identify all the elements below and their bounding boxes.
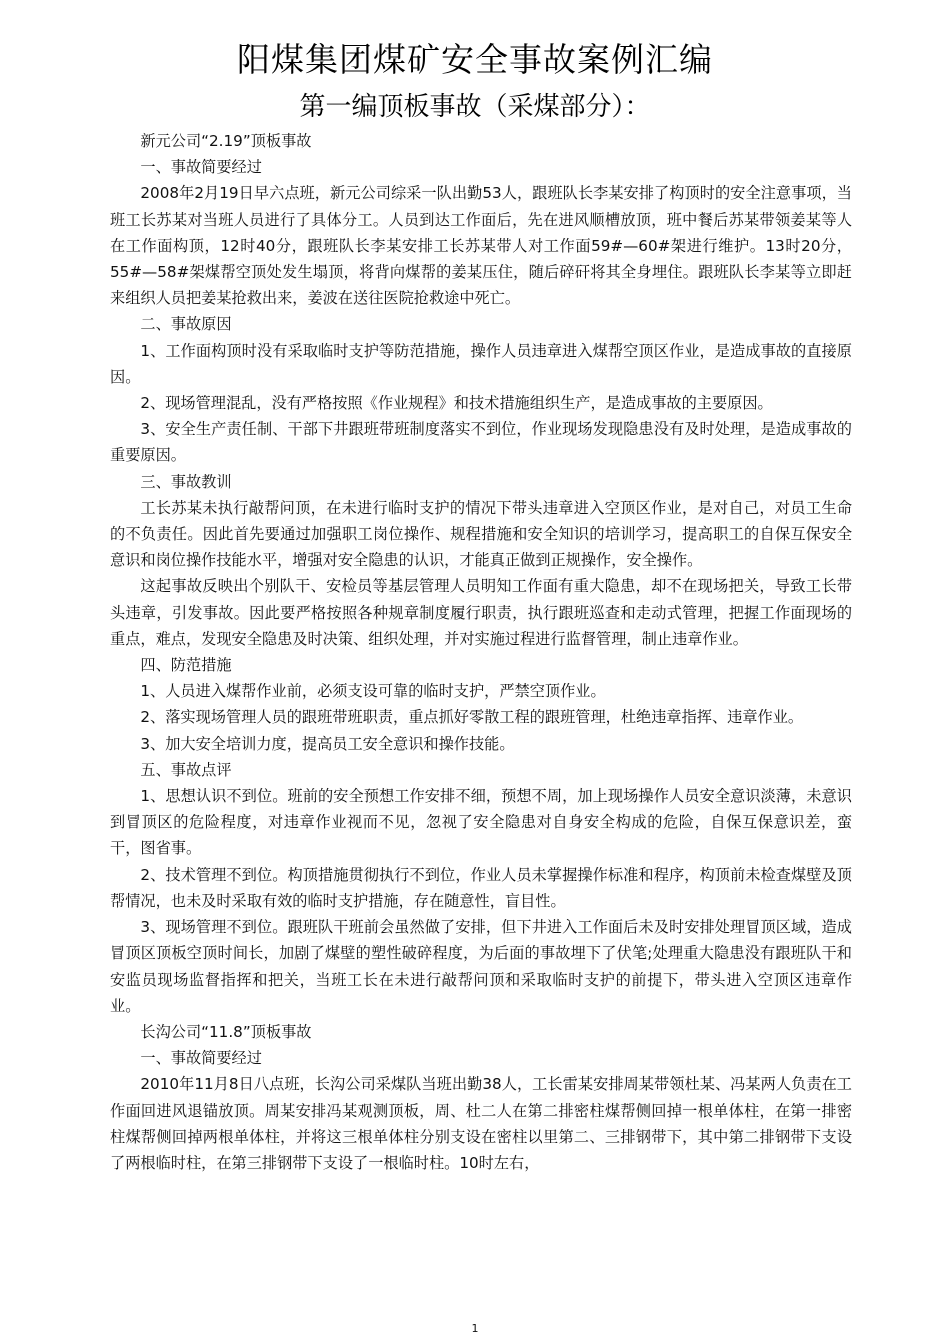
section-heading: 三、事故教训 [140,472,232,491]
section-heading: 一、事故简要经过 [140,158,262,177]
section-heading: 五、事故点评 [140,760,232,779]
paragraph: 3、加大安全培训力度，提高员工安全意识和操作技能。 [140,734,515,753]
paragraph: 2008年2月19日早六点班，新元公司综采一队出勤53人，跟班队长李某安排了构顶时的安全注意事项，当班工长苏某对当班人员进行了具体分工。人员到达工作面后，先在进风顺槽放顶，班中餐后苏某带领姜某等人在工作面构顶，12时40分，跟班队长李某安排工长苏某带人对工作面59#—60#架进行维护。13时20分，55#—58#架煤帮空顶处发生塌顶，将背向煤帮的姜某压住，随后碎矸将其全身埋住。跟班队长李某等立即赶来组织人员把姜某抢救出来，姜波在送往医院抢救途中死亡。 [110,184,852,308]
paragraph: 2、技术管理不到位。构顶措施贯彻执行不到位，作业人员未掌握操作标准和程序，构顶前未检查煤壁及顶帮情况，也未及时采取有效的临时支护措施，存在随意性，盲目性。 [110,865,852,910]
case-heading: 长沟公司“11.8”顶板事故 [140,1022,312,1041]
case-heading: 新元公司“2.19”顶板事故 [140,132,312,150]
paragraph: 1、思想认识不到位。班前的安全预想工作安排不细，预想不周，加上现场操作人员安全意识淡薄，未意识到冒顶区的危险程度，对违章作业视而不见，忽视了安全隐患对自身安全构成的危险，自保互保意识差，蛮干，图省事。 [110,787,852,858]
paragraph: 1、人员进入煤帮作业前，必须支设可靠的临时支护，严禁空顶作业。 [140,682,606,701]
document-title: 阳煤集团煤矿安全事故案例汇编 [237,40,713,79]
paragraph: 这起事故反映出个别队干、安检员等基层管理人员明知工作面有重大隐患，却不在现场把关，导致工长带头违章，引发事故。因此要严格按照各种规章制度履行职责，执行跟班巡查和走动式管理，把握工作面现场的重点，难点，发现安全隐患及时决策、组织处理，并对实施过程进行监督管理，制止违章作业。 [110,577,852,648]
paragraph: 3、现场管理不到位。跟班队干班前会虽然做了安排，但下井进入工作面后未及时安排处理冒顶区域，造成冒顶区顶板空顶时间长，加剧了煤壁的塑性破碎程度，为后面的事故埋下了伏笔;处理重大隐患没有跟班队干和安监员现场监督指挥和把关，当班工长在未进行敲帮问顶和采取临时支护的前提下，带头进入空顶区违章作业。 [110,918,852,1015]
paragraph: 1、工作面构顶时没有采取临时支护等防范措施，操作人员违章进入煤帮空顶区作业，是造成事故的直接原因。 [110,341,852,386]
document-subtitle: 第一编顶板事故（采煤部分）： [299,92,651,122]
paragraph: 2010年11月8日八点班，长沟公司采煤队当班出勤38人，工长雷某安排周某带领杜某、冯某两人负责在工作面回进风退锚放顶。周某安排冯某观测顶板，周、杜二人在第二排密柱煤帮侧回掉一根单体柱，在第一排密柱煤帮侧回掉两根单体柱，并将这三根单体柱分别支设在密柱以里第二、三排钢带下，其中第二排钢带下支设了两根临时柱，在第三排钢带下支设了一根临时柱。10时左右， [110,1075,852,1172]
paragraph: 工长苏某未执行敲帮问顶，在未进行临时支护的情况下带头违章进入空顶区作业，是对自己，对员工生命的不负责任。因此首先要通过加强职工岗位操作、规程措施和安全知识的培训学习，提高职工的自保互保安全意识和岗位操作技能水平，增强对安全隐患的认识，才能真正做到正规操作，安全操作。 [110,498,852,570]
paragraph: 3、安全生产责任制、干部下井跟班带班制度落实不到位，作业现场发现隐患没有及时处理，是造成事故的重要原因。 [110,420,852,465]
paragraph: 2、现场管理混乱，没有严格按照《作业规程》和技术措施组织生产，是造成事故的主要原因。 [140,394,773,413]
section-heading: 四、防范措施 [140,656,232,675]
document-body [110,128,852,1176]
section-heading: 二、事故原因 [140,315,232,334]
section-heading: 一、事故简要经过 [140,1049,262,1068]
paragraph: 2、落实现场管理人员的跟班带班职责，重点抓好零散工程的跟班管理，杜绝违章指挥、违章作业。 [140,708,804,727]
page-number: 1 [471,1322,479,1335]
